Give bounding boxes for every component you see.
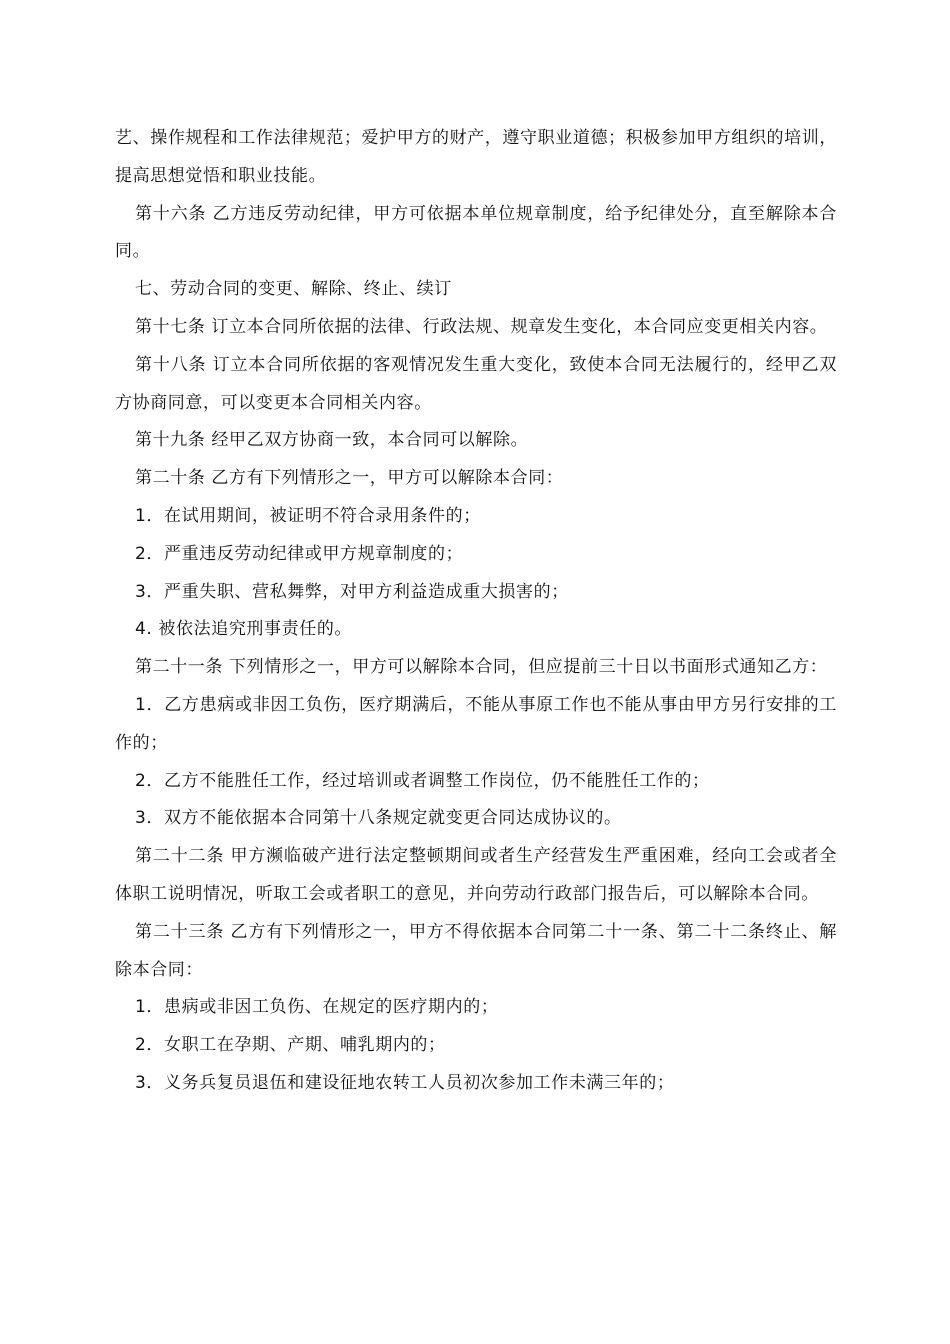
clause-21-item-2: 2．乙方不能胜任工作，经过培训或者调整工作岗位，仍不能胜任工作的；	[135, 770, 710, 791]
clause-21-item-3: 3．双方不能依据本合同第十八条规定就变更合同达成协议的。	[135, 808, 622, 829]
clause-20-item-3: 3．严重失职、营私舞弊，对甲方利益造成重大损害的；	[135, 581, 569, 602]
clause-21: 第二十一条 下列情形之一，甲方可以解除本合同，但应提前三十日以书面形式通知乙方：	[135, 657, 828, 678]
section-heading-7: 七、劳动合同的变更、解除、终止、续订	[135, 279, 452, 300]
clause-20-item-1: 1．在试用期间，被证明不符合录用条件的；	[135, 505, 481, 526]
clause-16: 第十六条 乙方违反劳动纪律，甲方可依据本单位规章制度，给予纪律处分，直至解除本合同。	[115, 203, 837, 262]
clause-23-item-1: 1．患病或非因工负伤、在规定的医疗期内的；	[135, 997, 499, 1018]
clause-22: 第二十二条 甲方濒临破产进行法定整顿期间或者生产经营发生严重困难，经向工会或者全体职工说明情况，听取工会或者职工的意见，并向劳动行政部门报告后，可以解除本合同。	[115, 846, 837, 904]
clause-23-item-2: 2．女职工在孕期、产期、哺乳期内的；	[135, 1035, 446, 1056]
clause-23: 第二十三条 乙方有下列情形之一，甲方不得依据本合同第二十一条、第二十二条终止、解除本合同：	[115, 921, 837, 980]
clause-20: 第二十条 乙方有下列情形之一，甲方可以解除本合同：	[135, 468, 564, 489]
clause-20-item-4: 4. 被依法追究刑事责任的。	[135, 619, 353, 640]
clause-19: 第十九条 经甲乙双方协商一致，本合同可以解除。	[135, 430, 529, 451]
clause-20-item-2: 2．严重违反劳动纪律或甲方规章制度的；	[135, 543, 464, 564]
clause-21-item-1: 1．乙方患病或非因工负伤，医疗期满后，不能从事原工作也不能从事由甲方另行安排的工作的；	[115, 694, 837, 753]
clause-17: 第十七条 订立本合同所依据的法律、行政法规、规章发生变化，本合同应变更相关内容。	[135, 316, 828, 337]
paragraph-continuation: 艺、操作规程和工作法律规范；爱护甲方的财产，遵守职业道德；积极参加甲方组织的培训，提高思想觉悟和职业技能。	[115, 128, 837, 186]
clause-18: 第十八条 订立本合同所依据的客观情况发生重大变化，致使本合同无法履行的，经甲乙双方协商同意，可以变更本合同相关内容。	[115, 354, 837, 413]
document-body	[115, 120, 837, 1103]
clause-23-item-3: 3．义务兵复员退伍和建设征地农转工人员初次参加工作未满三年的；	[135, 1072, 675, 1093]
